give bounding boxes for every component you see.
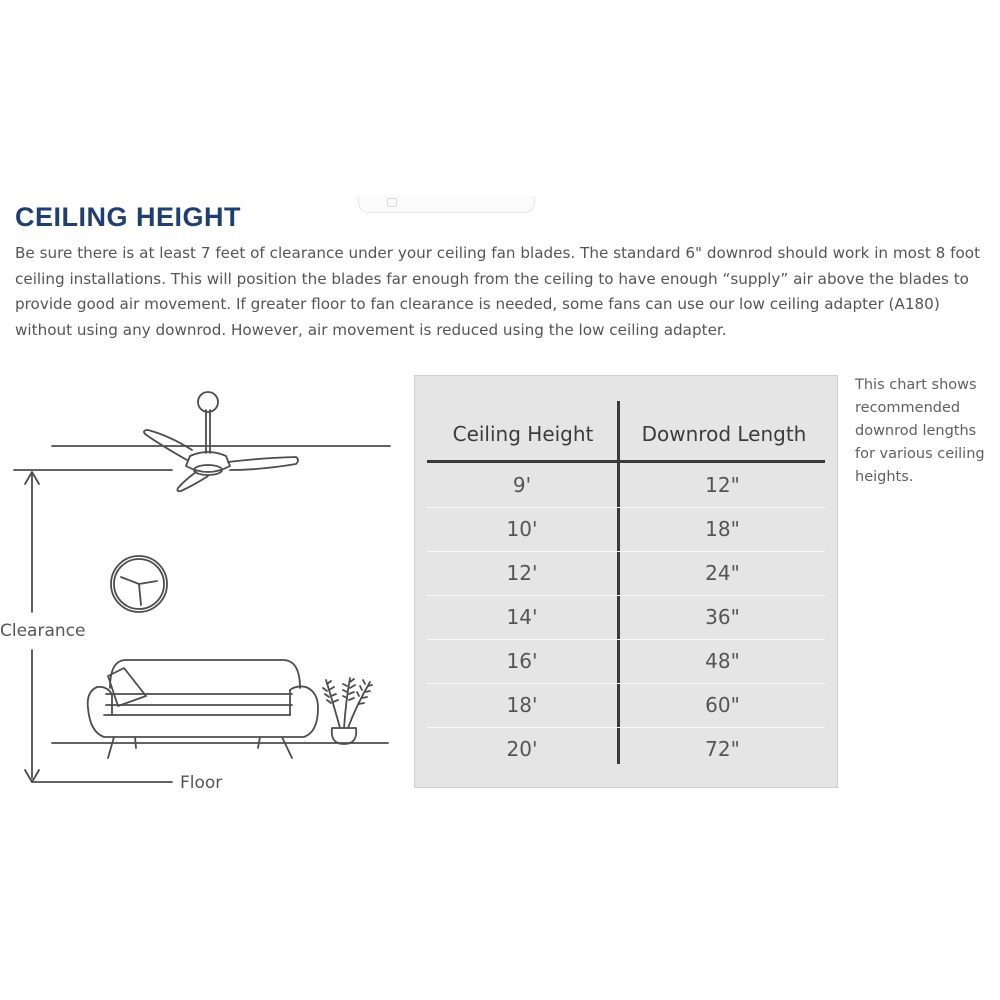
ceiling-height-cell: 18': [506, 693, 538, 717]
ceiling-height-cell: 20': [506, 737, 538, 761]
intro-paragraph: Be sure there is at least 7 feet of clearance under your ceiling fan blades. The standard 6" downrod should work in most 8 foot ceiling installations. This will position the blades far enough from the ceiling to have enough “supply” air above the blades to provide good air movement. If greater floor to fan clearance is needed, some fans can use our low ceiling adapter (A180) without using any downrod. However, air movement is reduced using the low ceiling adapter.: [15, 244, 981, 339]
search-bar-fragment: [358, 196, 535, 213]
table-row: [427, 552, 825, 596]
downrod-length-cell: 48": [705, 649, 740, 673]
header-ceiling-height: Ceiling Height: [452, 422, 594, 446]
header-downrod-length: Downrod Length: [641, 422, 807, 446]
clearance-label: Clearance: [0, 621, 86, 641]
chart-caption: This chart shows recommended downrod lengths for various ceiling heights.: [855, 377, 985, 485]
ceiling-height-cell: 10': [506, 517, 538, 541]
header-rule: [427, 460, 825, 463]
ceiling-fan-icon: [144, 392, 298, 491]
table-row: [427, 508, 825, 552]
potted-plant-icon: [323, 678, 372, 744]
table-row: [427, 640, 825, 684]
downrod-length-cell: 72": [705, 737, 740, 761]
wall-clock-icon: [111, 556, 167, 612]
section-title: CEILING HEIGHT: [15, 202, 242, 232]
room-illustration: [0, 370, 400, 800]
floor-label: Floor: [180, 773, 223, 793]
table-row: [427, 684, 825, 728]
ceiling-height-cell: 12': [506, 561, 538, 585]
table-row: [427, 728, 825, 772]
table-row: [427, 464, 825, 508]
downrod-length-cell: 60": [705, 693, 740, 717]
ceiling-height-cell: 16': [506, 649, 538, 673]
downrod-length-cell: 24": [705, 561, 740, 585]
ceiling-height-cell: 14': [506, 605, 538, 629]
downrod-length-cell: 36": [705, 605, 740, 629]
table-row: [427, 596, 825, 640]
downrod-table: [414, 375, 838, 788]
downrod-length-cell: 12": [705, 473, 740, 497]
downrod-length-cell: 18": [705, 517, 740, 541]
search-icon: [387, 198, 397, 207]
ceiling-height-cell: 9': [512, 473, 532, 497]
